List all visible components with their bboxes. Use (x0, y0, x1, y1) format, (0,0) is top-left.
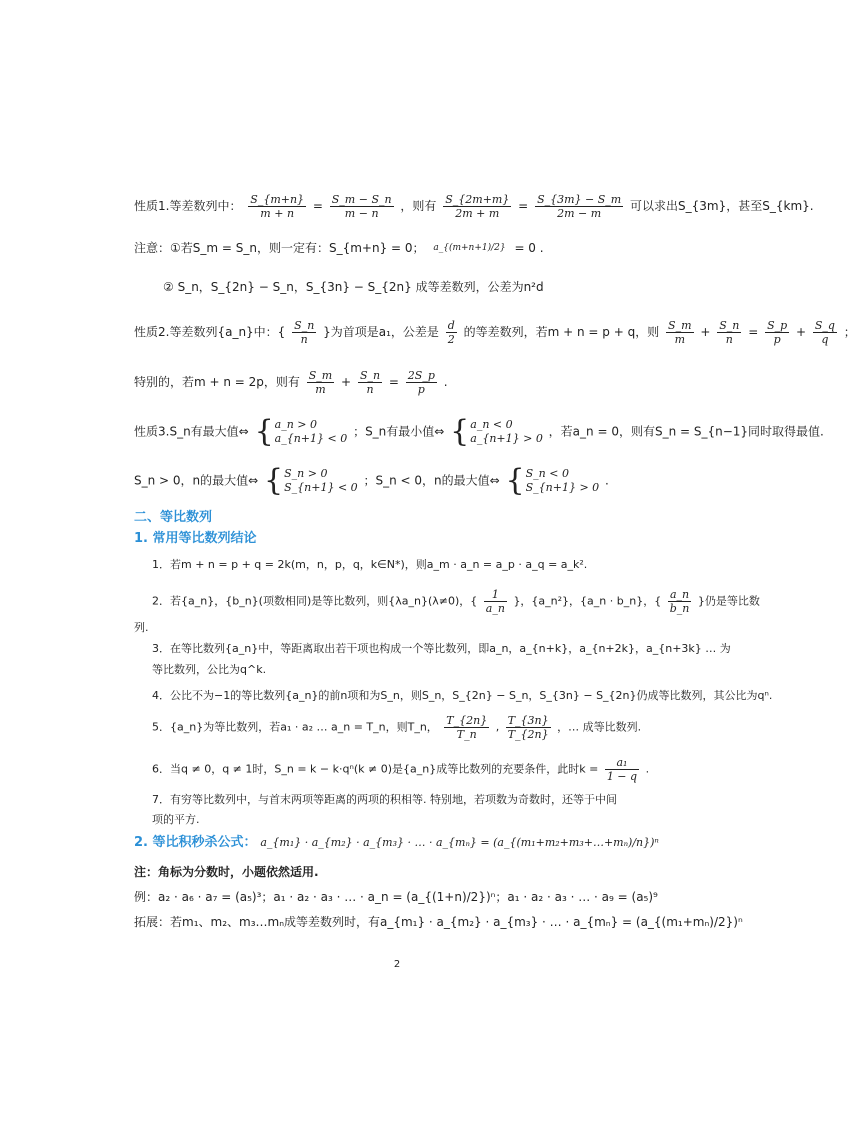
item-3-line-1: 3．在等比数列{a_n}中，等距离取出若干项也构成一个等比数列，即a_n，a_{n+k}，a_{n+2k}，a_{n+3k} … 为 (152, 642, 731, 655)
item-2-wrap: 列. (134, 621, 149, 634)
item-7-line-1: 7．有穷等比数列中，与首末两项等距离的两项的积相等. 特别地，若项数为奇数时，还等于中间 (152, 793, 617, 806)
fraction-s3m-sm: $\frac{S\_\{3m\} - S\_m}{2m - m}$ (537, 193, 622, 220)
subsection-heading-product: 2. 等比积秒杀公式： (134, 835, 257, 850)
cases-min: { a_n < 0 a_{n+1} > 0 (450, 414, 543, 449)
fraction-sn-n-2: $\frac{S\_n}{n}$ (719, 319, 740, 346)
note-1-line: 注意：①若S_m = S_n，则一定有：S_{m+n} = 0； a_{(m+n+1)/2} = 0 . (134, 241, 544, 255)
fraction-sm-sn: $\frac{S\_m - S\_n}{m - n}$ (331, 193, 392, 220)
property-4-line: S_n > 0，n的最大值⇔ { S_n > 0 S_{n+1} < 0 ；S_n < 0，n的最大值⇔ { S_n < 0 S_{n+1} > 0 . (134, 463, 609, 498)
cases-positive: { S_n > 0 S_{n+1} < 0 (264, 463, 358, 498)
fraction-s-mn: $\frac{S\_\{m+n\}}{m + n}$ (250, 193, 305, 220)
note-2-line (163, 279, 544, 295)
example-line: 例：a₂ · a₆ · a₇ = (a₅)³；a₁ · a₂ · a₃ · … · a_n = (a_{(1+n)/2})ⁿ；a₁ · a₂ · a₃ · … · a₉ = (a₅)⁹ (134, 890, 658, 904)
note-2-text: ② S_n，S_{2n} − S_n，S_{3n} − S_{2n} 成等差数列，公差为n²d (163, 280, 544, 294)
subsection-product-formula (134, 834, 659, 851)
fraction-sm-m: $\frac{S\_m}{m}$ (668, 319, 692, 346)
cases-max: { a_n > 0 a_{n+1} < 0 (254, 414, 348, 449)
extension-line: 拓展：若m₁、m₂、m₃…mₙ成等差数列时，有a_{m₁} · a_{m₂} · a_{m₃} · … · a_{mₙ} = (a_{(m₁+mₙ)/2})ⁿ (134, 915, 743, 929)
special-case-line: 特别的，若m + n = 2p，则有 $\frac{S\_m}{m}$ + $\frac{S\_n}{n}$ = $\frac{2S\_p}{p}$ . (134, 369, 448, 396)
item-7-line-2: 项的平方. (152, 813, 200, 826)
item-4: 4．公比不为−1的等比数列{a_n}的前n项和为S_n，则S_n，S_{2n} − S_n，S_{3n} − S_{2n}仍成等比数列，其公比为qⁿ. (152, 689, 773, 702)
item-6: 6．当q ≠ 0，q ≠ 1时，S_n = k − k·qⁿ(k ≠ 0)是{a_n}成等比数列的充要条件，此时k = $\frac{\text{a₁}}{1 - q}$ . (152, 756, 650, 783)
fraction-sn-n: $\frac{S\_n}{n}$ (294, 319, 315, 346)
fraction-sp-p: $\frac{S\_p}{p}$ (767, 319, 788, 346)
item-1: 1．若m + n = p + q = 2k(m，n，p，q，k∈N*)，则a_m · a_n = a_p · a_q = a_k². (152, 558, 588, 571)
note-1-label: 注意：①若S_m = S_n，则一定有：S_{m+n} = 0； (134, 241, 425, 255)
property-1-label: 性质1.等差数列中： (134, 199, 242, 213)
property-2-line: 性质2.等差数列{a_n}中：{ $\frac{S\_n}{n}$ }为首项是a₁，公差是 $\frac{d}{2}$ 的等差数列，若m + n = p + q，则 $\frac{S\_m}{m}$ + $\frac{S\_n}{n}$ = $\frac{S\_p}{p}$ + $\frac{S\_q}{q}$ ； (134, 319, 856, 346)
property-1-line: 性质1.等差数列中： $\frac{S\_\{m+n\}}{m + n}$ = $\frac{S\_m - S\_n}{m - n}$ ，则有 $\frac{S\_\{2m+m\}}{2m + m}$ = $\frac{S\_\{3m\} - S\_m}{2m - m}$ 可以求出S_{3m}，甚至S_{km}. (134, 193, 814, 220)
item-2: 2．若{a_n}，{b_n}(项数相同)是等比数列，则{λa_n}(λ≠0)，{ $\frac{1}{a\_n}$ }，{a_n²}，{a_n · b_n}，{ $\frac{a\_n}{b\_n}$ }仍是等比数 (152, 588, 760, 615)
page-number: 2 (393, 959, 401, 970)
fraction-s-2m: $\frac{S\_\{2m+m\}}{2m + m}$ (445, 193, 510, 220)
fraction-a1-1-q: $\frac{\text{a₁}}{1 - q}$ (606, 756, 638, 783)
fraction-special-sn: $\frac{S\_n}{n}$ (359, 369, 381, 396)
fraction-a-mid: a_{(m+n+1)/2} (433, 243, 506, 253)
cases-negative: { S_n < 0 S_{n+1} > 0 (505, 463, 600, 498)
section-heading-geometric: 二、等比数列 (134, 510, 213, 525)
fraction-an-bn: $\frac{a\_n}{b\_n}$ (669, 588, 690, 615)
note-3: 注：角标为分数时，小题依然适用. (134, 865, 319, 879)
property-3-line: 性质3.S_n有最大值⇔ { a_n > 0 a_{n+1} < 0 ；S_n有最小值⇔ { a_n < 0 a_{n+1} > 0 ，若a_n = 0，则有S_n = S_{n−1}同时取得最值. (134, 414, 824, 449)
fraction-1-an: $\frac{1}{a\_n}$ (485, 588, 505, 615)
item-5: 5．{a_n}为等比数列，若a₁ · a₂ … a_n = T_n，则T_n， $\frac{T\_\{2n\}}{T\_n}$ , $\frac{T\_\{3n\}}{T\_\{2n\}}$ ，… 成等比数列. (152, 714, 642, 741)
fraction-t2n-tn: $\frac{T\_\{2n\}}{T\_n}$ (446, 714, 488, 741)
fraction-d-2: $\frac{d}{2}$ (447, 319, 455, 346)
fraction-t3n-t2n: $\frac{T\_\{3n\}}{T\_\{2n\}}$ (507, 714, 549, 741)
item-3-line-2: 等比数列，公比为q^k. (152, 663, 267, 676)
fraction-special-2sp: $\frac{2S\_p}{p}$ (407, 369, 435, 396)
subsection-heading-conclusions: 1. 常用等比数列结论 (134, 531, 257, 546)
product-formula: a_{m₁} · a_{m₂} · a_{m₃} · … · a_{mₙ} = (a_{(m₁+m₂+m₃+…+mₙ)/n})ⁿ (260, 836, 659, 849)
fraction-special-sm: $\frac{S\_m}{m}$ (308, 369, 333, 396)
fraction-sq-q: $\frac{S\_q}{q}$ (814, 319, 835, 346)
